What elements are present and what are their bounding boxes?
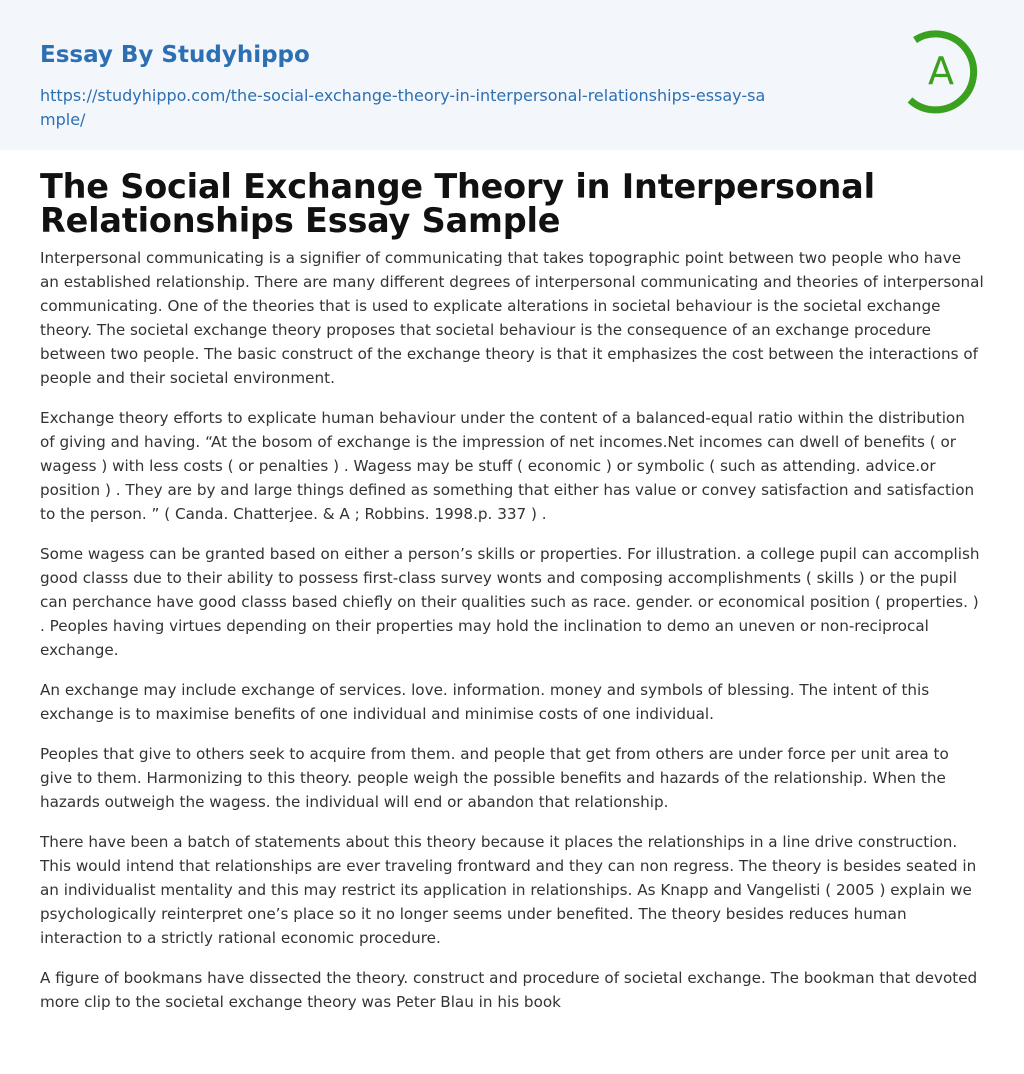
essay-paragraph: Interpersonal communicating is a signifier of communicating that takes topographic point between two people who have an established relationship. There are many different degrees of interpersonal communicating and theories of interpersonal communicating. One of the theories that is used to explicate alterations in societal behaviour is the societal exchange theory. The societal exchange theory proposes that societal behaviour is the consequence of an exchange procedure between two people. The basic construct of the exchange theory is that it emphasizes the cost between the interactions of people and their societal environment. (40, 249, 984, 387)
essay-paragraph: An exchange may include exchange of services. love. information. money and symbols of blessing. The intent of this exchange is to maximise benefits of one individual and minimise costs of one individual. (40, 681, 930, 723)
essay-url-link[interactable]: https://studyhippo.com/the-social-exchange-theory-in-interpersonal-relationships-essay-sample/ (40, 86, 766, 129)
essay-paragraph: There have been a batch of statements about this theory because it places the relationships in a line drive construction. This would intend that relationships are ever traveling frontward and they can non regress. The theory is besides seated in an individualist mentality and this may restrict its application in relationships. As Knapp and Vangelisti ( 2005 ) explain we psychologically reinterpret one’s place so it no longer seems under benefited. The theory besides reduces human interaction to a strictly rational economic procedure. (40, 833, 977, 947)
site-title[interactable]: Essay By Studyhippo (40, 42, 310, 68)
studyhippo-logo-icon[interactable] (896, 28, 986, 118)
essay-paragraph: Peoples that give to others seek to acquire from them. and people that get from others are under force per unit area to give to them. Harmonizing to this theory. people weigh the possible benefits and hazards of the relationship. When the hazards outweigh the wagess. the individual will end or abandon that relationship. (40, 745, 949, 811)
essay-paragraph: Some wagess can be granted based on either a person’s skills or properties. For illustration. a college pupil can accomplish good classs due to their ability to possess first-class survey wonts and composing accomplishments ( skills ) or the pupil can perchance have good classs based chiefly on their qualities such as race. gender. or economical position ( properties. ) . Peoples having virtues depending on their properties may hold the inclination to demo an uneven or non-reciprocal exchange. (40, 545, 980, 659)
essay-content (0, 167, 1024, 1014)
site-header (0, 0, 1024, 150)
essay-body (40, 246, 984, 1014)
essay-paragraph: A figure of bookmans have dissected the theory. construct and procedure of societal exchange. The bookman that devoted more clip to the societal exchange theory was Peter Blau in his book (40, 969, 978, 1011)
essay-paragraph: Exchange theory efforts to explicate human behaviour under the content of a balanced-equal ratio within the distribution of giving and having. “At the bosom of exchange is the impression of net incomes.Net incomes can dwell of benefits ( or wagess ) with less costs ( or penalties ) . Wagess may be stuff ( economic ) or symbolic ( such as attending. advice.or position ) . They are by and large things defined as something that either has value or convey satisfaction and satisfaction to the person. ” ( Canda. Chatterjee. & A ; Robbins. 1998.p. 337 ) . (40, 409, 975, 523)
logo-letter: A (928, 49, 954, 93)
essay-title: The Social Exchange Theory in Interpersonal Relationships Essay Sample (40, 167, 875, 240)
